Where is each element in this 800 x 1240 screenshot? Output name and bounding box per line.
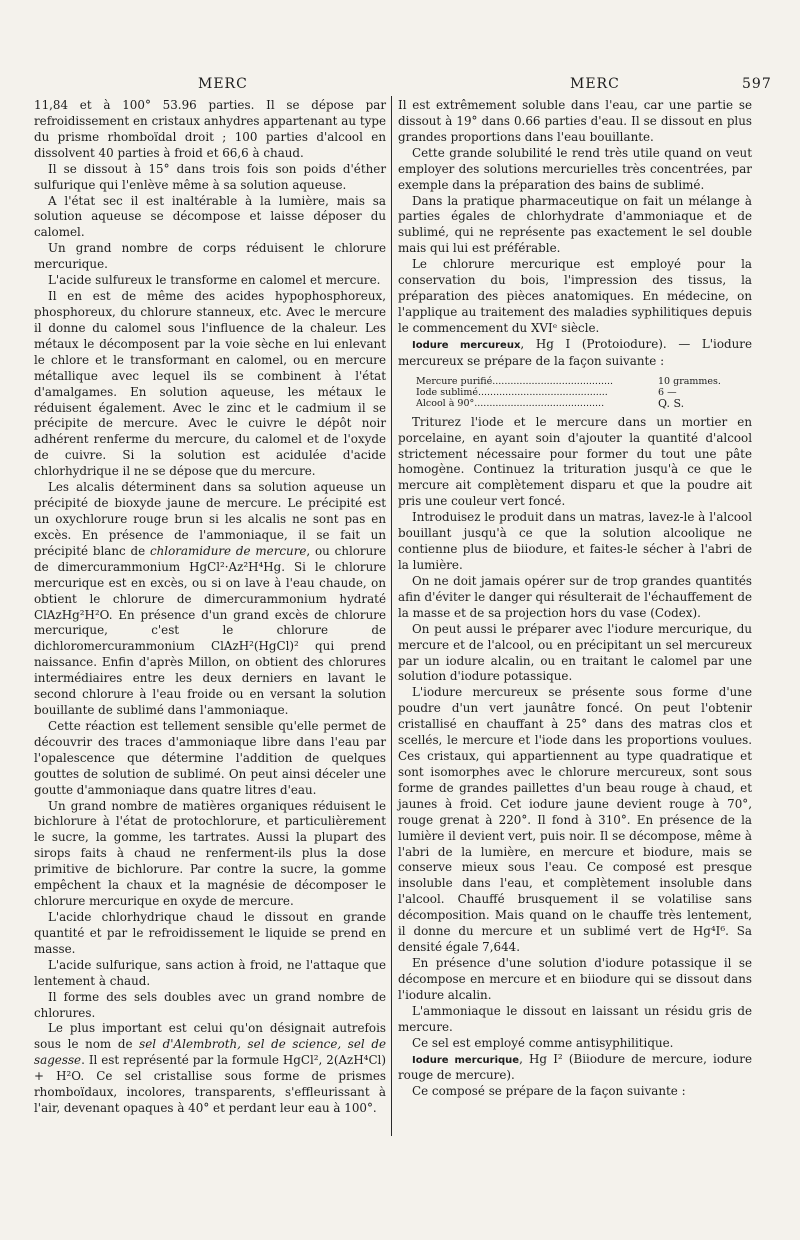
running-head-right: MERC [570, 76, 620, 92]
paragraph: Il se dissout à 15° dans trois fois son poids d'éther sulfurique qui l'enlève même à sa solution aqueuse. [34, 161, 386, 192]
recipe-row [416, 376, 736, 387]
paragraph [34, 1021, 386, 1117]
recipe-quantity: 6 — [658, 386, 677, 398]
paragraph: Un grand nombre de corps réduisent le chlorure mercurique. [34, 241, 386, 272]
recipe-item: Mercure purifié........................................ [416, 375, 614, 387]
paragraph: Il est extrêmement soluble dans l'eau, car une partie se dissout à 19° dans 0.66 parties d'eau. Il se dissout en plus grandes proportions dans l'eau bouillante. [398, 98, 752, 144]
paragraph [34, 480, 386, 719]
paragraph: Introduisez le produit dans un matras, lavez-le à l'alcool bouillant jusqu'à ce que la solution alcoolique ne contienne plus de biiodure, et faites-le sécher à l'abri de la lumière. [398, 510, 752, 572]
paragraph: Il forme des sels doubles avec un grand nombre de chlorures. [34, 989, 386, 1020]
text-run: , Hg I² (Biiodure de mercure, iodure rouge de mercure). [398, 1051, 752, 1083]
paragraph: L'acide sulfurique, sans action à froid, ne l'attaque que lentement à chaud. [34, 957, 386, 988]
paragraph: Dans la pratique pharmaceutique on fait un mélange à parties égales de chlorhydrate d'ammoniaque et de sublimé, qui ne représente pas exactement le sel double mais qui lui est préférable. [398, 193, 752, 256]
paragraph [398, 1052, 752, 1085]
recipe-item: Alcool à 90°........................................... [416, 397, 605, 409]
text-run: , Hg I (Protoiodure). — L'iodure mercureux se prépare de la façon suivante : [398, 336, 753, 368]
right-column [398, 98, 752, 1100]
paragraph: On ne doit jamais opérer sur de trop grandes quantités afin d'éviter le danger qui résulterait de l'échauffement de la masse et de sa projection hors du vase (Codex). [398, 573, 752, 620]
paragraph: L'iodure mercureux se présente sous forme d'une poudre d'un vert jaunâtre foncé. On peut l'obtenir cristallisé en chauffant à 25° dans des matras clos et scellés, le mercure et l'iode dans les proportions voulues. Ces cristaux, qui appartiennent au type quadratique et sont isomorphes avec le chlorure mercureux, sont sous forme de grandes paillettes d'un beau rouge à chaud, et jaunes à froid. Cet iodure jaune devient rouge à 70°, rouge grenat à 220°. Il fond à 310°. En présence de la lumière il devient vert, puis noir. Il se décompose, même à l'abri de la lumière, en mercure et biodure, mais se conserve mieux sous l'eau. Ce composé est presque insoluble dans l'eau, et complètement insoluble dans l'alcool. Chauffé brusquement il se volatilise sans décomposition. Mais quand on le chauffe très lentement, il donne du mercure et un sublimé vert de Hg⁴I⁶. Sa densité égale 7,644. [398, 685, 752, 955]
recipe-row [416, 387, 736, 398]
paragraph: On peut aussi le préparer avec l'iodure mercurique, du mercure et de l'alcool, ou en précipitant un sel mercureux par un iodure alcalin, ou en traitant le calomel par une solution d'iodure potassique. [398, 621, 752, 684]
paragraph [398, 337, 752, 370]
section-heading: Iodure mercurique [412, 1054, 520, 1066]
text-run: Le plus important est celui qu'on désignait autrefois sous le nom de [34, 1021, 386, 1052]
left-column [34, 98, 386, 1117]
italic-term: sel d'Alembroth, sel de science, sel de sagesse [34, 1037, 386, 1068]
running-head-left: MERC [198, 76, 248, 92]
text-run: . Il est représenté par la formule HgCl², 2(AzH⁴Cl) + H²O. Ce sel cristallise sous forme de prismes rhomboïdaux, incolores, transparents, s'effleurissant à l'air, devenant opaques à 40° et perdant leur eau à 100°. [34, 1053, 386, 1116]
paragraph: Ce composé se prépare de la façon suivante : [412, 1084, 686, 1099]
paragraph: Cette grande solubilité le rend très utile quand on veut employer des solutions mercurielles très concentrées, par exemple dans la préparation des bains de sublimé. [398, 145, 752, 192]
paragraph: L'ammoniaque le dissout en laissant un résidu gris de mercure. [398, 1003, 752, 1034]
paragraph: 11,84 et à 100° 53.96 parties. Il se dépose par refroidissement en cristaux anhydres appartenant au type du prisme rhomboïdal droit ; 100 parties d'alcool en dissolvent 40 parties à froid et 66,6 à chaud. [34, 98, 386, 160]
paragraph: L'acide chlorhydrique chaud le dissout en grande quantité et par le refroidissement le liquide se prend en masse. [34, 910, 386, 956]
paragraph: Le chlorure mercurique est employé pour la conservation du bois, l'impression des tissus, la préparation des pièces anatomiques. En médecine, on l'applique au traitement des maladies syphilitiques depuis le commencement du XVIᵉ siècle. [398, 257, 752, 335]
text-run: Les alcalis déterminent dans sa solution aqueuse un précipité de bioxyde jaune de mercure. Le précipité est un oxychlorure rouge brun si les alcalis ne sont pas en excès. En présence de l'ammoniaque, il se fait un précipité blanc de [34, 480, 386, 558]
recipe-quantity: 10 grammes. [658, 375, 721, 387]
page-number: 597 [742, 76, 772, 92]
column-divider [391, 96, 392, 1136]
recipe-row [416, 398, 736, 409]
recipe-item: Iode sublimé........................................... [416, 386, 608, 398]
section-heading: Iodure mercureux [412, 339, 521, 351]
recipe-table [416, 376, 736, 409]
paragraph: En présence d'une solution d'iodure potassique il se décompose en mercure et en biiodure qui se dissout dans l'iodure alcalin. [398, 956, 752, 1002]
paragraph: Triturez l'iode et le mercure dans un mortier en porcelaine, en ayant soin d'ajouter la quantité d'alcool strictement nécessaire pour former du tout une pâte homogène. Continuez la trituration jusqu'à ce que le mercure ait complètement disparu et que la poudre ait pris une couleur vert foncé. [398, 414, 752, 509]
paragraph: Ce sel est employé comme antisyphilitique. [412, 1035, 674, 1050]
paragraph: Il en est de même des acides hypophosphoreux, phosphoreux, du chlorure stanneux, etc. Avec le mercure il donne du calomel sous l'influence de la chaleur. Les métaux le décomposent par la voie sèche en lui enlevant le chlore et le transformant en calomel, ou en mercure métallique avec lequel ils se combinent à l'état d'amalgames. En solution aqueuse, les métaux le réduisent également. Avec le zinc et le cadmium il se précipite de mercure. Avec le cuivre le dépôt noir adhérent renferme du mercure, du calomel et de l'oxyde de cuivre. Si la solution est acidulée d'acide chlorhydrique il ne se dépose que du mercure. [34, 289, 386, 479]
paragraph: L'acide sulfureux le transforme en calomel et mercure. [48, 273, 381, 288]
paragraph: Un grand nombre de matières organiques réduisent le bichlorure à l'état de protochlorure, et particulièrement le sucre, la gomme, les tartrates. Aussi la plupart des sirops faits à chaud ne renferment-ils plus la dose primitive de bichlorure. Par contre la sucre, la gomme empêchent la chaux et la magnésie de décomposer le chlorure mercurique en oxyde de mercure. [34, 798, 386, 909]
paragraph: Cette réaction est tellement sensible qu'elle permet de découvrir des traces d'ammoniaque libre dans l'eau par l'opalescence que détermine l'addition de quelques gouttes de solution de sublimé. On peut ainsi déceler une goutte d'ammoniaque dans quatre litres d'eau. [34, 718, 386, 797]
recipe-quantity: Q. S. [658, 396, 685, 410]
paragraph: A l'état sec il est inaltérable à la lumière, mais sa solution aqueuse se décompose et laisse déposer du calomel. [34, 193, 386, 240]
italic-term: chloramidure de mercure [149, 543, 307, 558]
text-run: , ou chlorure de dimercurammonium HgCl²·Az²H⁴Hg. Si le chlorure mercurique est en excès, ou si on lave à l'eau chaude, on obtient le chlorure de dimercurammonium hydraté ClAzHg²H²O. En présence d'un grand excès de chlorure mercurique, c'est le chlorure de dichloromercurammonium ClAzH²(HgCl)² qui prend naissance. Enfin d'après Millon, on obtient des chlorures intermédiaires entre les deux derniers en lavant le second chlorure à l'eau froide ou en versant la solution bouillante de sublimé dans l'ammoniaque. [34, 543, 387, 718]
